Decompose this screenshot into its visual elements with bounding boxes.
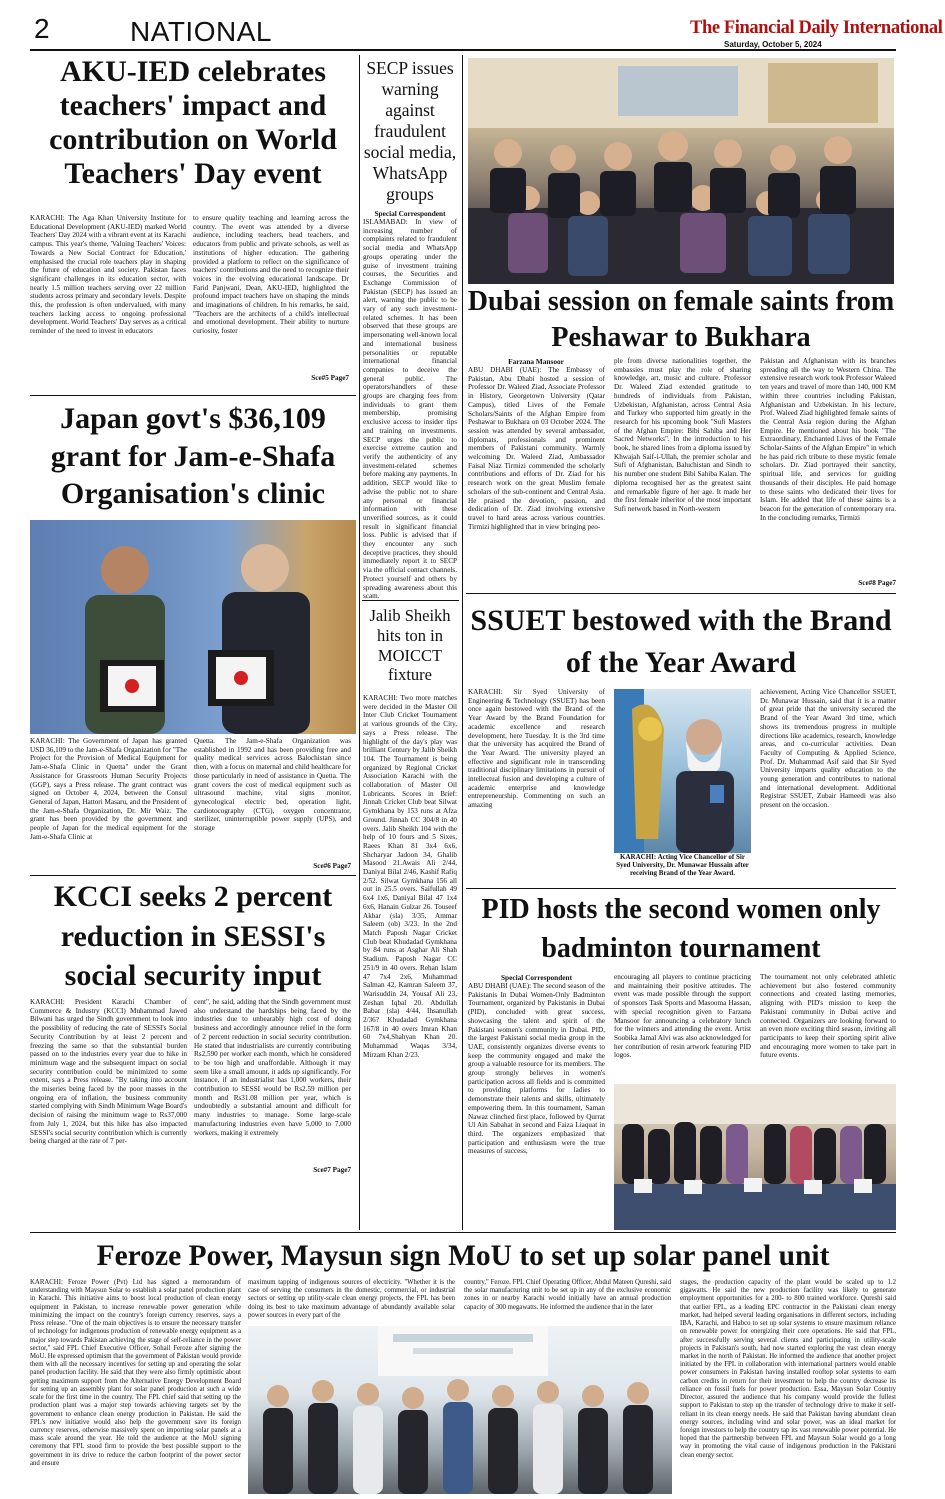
dubai-headline: Dubai session on female saints from Peshawar to Bukhara xyxy=(467,286,895,354)
aku-headline: AKU-IED celebrates teachers' impact and contribution on World Teachers' Day event xyxy=(49,55,337,190)
aku-body-col2: to ensure quality teaching and learning across the country. The event was attended by a diverse audience, including teachers, head teachers, and educators from public and private schools, as well as institutions of higher education. The gathering provided a platform to reflect on the significance of teachers' contributions and the need to recognize their voices in the evolving educational landscape. Dr Farid Panjwani, Dean, AKU-IED, highlighted the profound impact teachers have on shaping the minds and imaginations of children. In his remarks, he said, "Teachers are the architects of a child's intellectual and emotional development. Their ability to nurture curiosity, foster xyxy=(193,214,349,336)
dubai-session-photo xyxy=(468,58,894,284)
dubai-byline: Farzana Mansoor xyxy=(508,357,564,366)
masthead-rule xyxy=(30,49,896,51)
pid-tournament-photo xyxy=(614,1084,896,1230)
kcci-body-col1: KARACHI: President Karachi Chamber of Commerce & Industry (KCCI) Muhammad Jawed Bilwani has urged the Sindh government to look into the possibility of reducing the rate of SESSI's Social Security Contribution by at least 2 percent and freezing the same so that the substantial burden passed on to the industries every year due to hike in minimum wage and the subsequent impact on social security contribution could be minimized to some extent, says a Press release. "By taking into account the miseries being faced by the poor masses in the ongoing era of inflation, the business community started complying with Sindh Minimum Wage Board's decision of raising the minimum wage to Rs37,000 from July 1, 2024, but this hike has also impacted SESSI's social security contribution which is currently being charged at the rate of 7 per- xyxy=(30,998,187,1146)
japan-rule xyxy=(30,875,356,876)
feroze-body-col3: country," Feroze. FPL Chief Operating Officer, Abdul Mateen Qureshi, said the solar manufacturing unit to be set up in any of the exclusive economic zones in or nearby Karachi would initially have an annual production capacity of 300 megawatts. He informed the audience that in the later xyxy=(464,1279,671,1311)
ssuet-award-photo xyxy=(614,689,751,853)
feroze-body-col2: maximum tapping of indigenous sources of electricity. "Whether it is the case of serving the consumers in the domestic, commercial, or industrial sectors or setting up utility-scale clean energy projects, the FPL has been doing its best to take maximum advantage of abundantly available solar power sources in every part of the xyxy=(248,1279,455,1319)
ssuet-body-col3: achievement, Acting Vice Chancellor SSUET, Dr. Munawar Hussain, said that it is a matter of great pride that the university secured the Brand of the Year Award 3rd time, which shows its tremendous progress in multiple directions like academics, research, knowledge areas, and co-curricular activities. Dean Faculty of Computing & Applied Science, Prof. Dr. Muhammad Asif said that Sir Syed University imparts quality education to the young generation and contributes to national and international development. Additional Registrar SSUET, Zubair Hameedi was also present on the occasion. xyxy=(760,688,896,810)
japan-grant-photo xyxy=(30,520,356,734)
ceremony-illustration xyxy=(248,1326,672,1494)
kcci-headline: KCCI seeks 2 percent reduction in SESSI's social security input xyxy=(53,880,333,993)
kcci-continued: Sce#7 Page7 xyxy=(313,1166,351,1174)
japan-body-col1: KARACHI: The Government of Japan has granted USD 36,109 to the Jam-e-Shafa Organization for "The Project for the Provision of Medical Equipment for Jam-e-Shafa Clinic in Quetta" under the Grant Assistance for Grassroots Human Security Projects (GGP), says a Press release. The grant contract was signed on October 4, 2024, between the Consul General of Japan, Hattori Masaru, and the President of the Jam-e-Shafa Organization, Dr. Mir Waiz. The grant has been provided by the government and people of Japan for the medical equipment for the Jam-e-Shafa Clinic at xyxy=(30,737,187,841)
pid-byline: Special Correspondent xyxy=(500,973,572,982)
aku-body-col1: KARACHI: The Aga Khan University Institute for Educational Development (AKU-IED) marked World Teachers' Day 2024 with a vibrant event at its Karachi campus. This year's theme, 'Valuing Teachers' Voices: Towards a New Social Contract for Education,' emphasised the crucial role teachers play in shaping the future of education and society. Pakistan faces significant challenges in its education sector, with nearly 1.5 million teachers serving over 22 million students across primary and secondary levels. Despite this, the profession is often undervalued, with many teachers lacking access to ongoing professional development. World Teachers' Day serves as a critical reminder of the need to invest in educators xyxy=(30,214,186,336)
kcci-body-col2: cent", he said, adding that the Sindh government must also understand the hardships being faced by the industries due to unbearably high cost of doing business and accordingly announce relief in the form of 2 percent reduction in social security contribution. He stated that industrialists are currently contributing Rs2,590 per worker each month, which he considered to be too high and unaffordable. Although it may seem like a small amount, it adds up significantly. For instance, if an industrialist has 1,000 workers, their contribution to SESSI would be Rs2.59 million per month and Rs31.08 million per year, which is undoubtedly a substantial amount and difficult for many industries to manage. Some large-scale manufacturing industries even have 5,000 to 7,000 workers, making it extremely xyxy=(194,998,351,1137)
issue-date: Saturday, October 5, 2024 xyxy=(724,40,822,49)
japan-body-col2: Quetta. The Jam-e-Shafa Organization was established in 1992 and has been providing free and quality medical services across Balochistan since then, with a focus on maternal and child healthcare for those particularly in need of assistance in Quetta. The grant covers the cost of medical equipment such as ultrasound machine, vital signs monitor, gynecological electric bed, operation light, cardiotocography (CTG), oxygen concentrator, sterilizer, uninterruptible power supply (UPS), and storage xyxy=(194,737,351,833)
audience-illustration xyxy=(468,58,894,284)
secp-byline: Special Correspondent xyxy=(374,209,446,218)
ssuet-body-col1: KARACHI: Sir Syed University of Engineering & Technology (SSUET) has been once again bestowed with the Brand of the Year Award by the Brand Foundation for academic excellence and research development, here Tuesday. It is the 3rd time that the university has acquired the Brand of the Year Award. The university played an effective and significant role in transcending traditional disciplinary limitations in pursuit of intellectual fusion and developing a culture of academic enterprise and knowledge entrepreneurship. Commenting on such an amazing xyxy=(468,688,605,810)
japan-continued: Sce#6 Page7 xyxy=(313,862,351,870)
jalib-headline: Jalib Sheikh hits ton in MOICCT fixture xyxy=(369,606,451,685)
dubai-rule xyxy=(466,593,896,594)
ssuet-rule xyxy=(466,888,896,889)
jalib-body: KARACHI: Two more matches were decided in the Master Oil Inter Club Cricket Tournament at various grounds of the City, says a Press release. The highlight of the day's play was brilliant Century by Jalib Sheikh 104. The Tournament is being organized by Regional Cricket Association Karachi with the collaboration of Master Oil Lubricants. Scores in Brief: Jinnah Cricket Club beat Silwat Gymkhana by 153 runs at Afza Ground. Jinnah CC 304/8 in 40 overs. Jalib Sheikh 104 with the help of 10 fours and 5 Sixes, Raees Khan 81 3x4 6x6, Shcharyar Jadoon 34, Ghalib Masood 21.Awais Ali 2/44, Daniyal Bilal 2/46, Kashif Rafiq 2/52. Silwat Gymkhana 156 all out in 25.5 overs. Saifullah 49 6x4 1x6, Daniyal Bilal 47 1x4 6x6, Hanain Gulzar 26. Touseef Akbar (sla) 3/35, Ammar Saleem (ob) 3/23. In the 2nd Match Paposh Nagar Cricket Club beat Khudadad Gymkhana by 84 runs at Asghar Ali Shah Stadium. Paposh Nagar CC 251/9 in 40 overs. Rehan Islam 47 7x4 2x6, Muhammad Salman 42, Kamran Saleem 37, Warisuddin 24, Yousaf Ali 23, Zeshan Iqbal 20. Abdullah Babar (sla) 4/44, Ihsanullah 2/36? Khudadad Gymkhana 167/8 in 40 overs Imran Khan 60 7x4,Shahyan Khan 20. Muhammad Waqas 3/34, Mirzam Khan 2/23. xyxy=(363,694,457,1059)
aku-rule xyxy=(30,395,356,396)
group-illustration xyxy=(614,1084,896,1230)
aku-continued: Sce#5 Page7 xyxy=(311,374,349,382)
feroze-body-col4: stages, the production capacity of the plant would be scaled up to 1.2 gigawatts. He said the new production facility was likely to generate employment opportunities for a 200- to 800 trained workforce. Qureshi said that earlier FPL, as a leading EPC contractor in the Pakistani clean energy market, had helped several leading organisations in different sectors, including IBA, Karachi, and Habco to set up solar systems to ensure maximum reliance on renewable power for energizing their core operations. He said that FPL, after successfully serving several clients and participating in utility-scale projects in Pakistan's south, had now started exploring the vast clean energy market in the north of Pakistan. He informed the audience that another project initiated by the FPL in collaboration with international partners would enable power consumers in Pakistan having installed rooftop solar systems to earn carbon credits in return for their investment to help the country decrease its reliance on fossil fuels for power production. Essa, Maysun Solar Country Director, assured the audience that his company would provide the fullest support to Pakistan to step up the transfer of technology drive to make it self-reliant in its clean energy needs. He said that Pakistan having abundant clean energy sources, including wind and solar power, was an ideal market for foreign investors to help the country tap its vast renewable power potential. He hoped that the partnership between FPL and Maysun Solar would go a long way in promoting the vital cause of indigenous production in the Pakistani clean energy sector. xyxy=(680,1279,896,1459)
col-divider-mid xyxy=(462,55,463,1230)
feroze-mou-photo xyxy=(248,1326,672,1494)
secp-headline: SECP issues warning against fraudulent social media, WhatsApp groups xyxy=(363,58,457,204)
pid-body-col1: ABU DHABI (UAE): The second season of the Pakistanis In Dubai Women-Only Badminton Tournament, organized by Pakistanis in Dubai (PID), concluded with great success, showcasing the talent and spirit of the Pakistani women's community in Dubai. PID, the largest Pakistani social media group in the UAE, consistently organizes diverse events to keep the community engaged and make the group a valuable resource for its members. The group strongly believes in women's participation across all fields and is committed to providing platforms for ladies to demonstrate their talents and skills, ultimately empowering them. In this tournament, Saman Nawaz clinched first place, followed by Qurrat Ul Ain Sabahat in second and Faiza Liaquat in third. The organizers emphasized that participation and enthusiasm were the true measures of success, xyxy=(468,982,606,1156)
section-label: NATIONAL xyxy=(130,16,272,47)
dubai-body-col2: ple from diverse nationalities together, the embassies must play the role of sharing knowledge, art, music and culture. Professor Dr. Waleed Ziad extended gratitude to hundreds of individuals from Pakistan, Uzbekistan, Afghanistan, across Central Asia and Turkey who supported him greatly in the research for his upcoming book "Sufi Masters of the Afghan Empire: Bibi Sahiba and Her Sacred Networks". In the introduction to his book, he shared lines from a diploma issued by Khwajah Saif-i-Ullah, the premier scholar and Sufi of Afghanistan, Baluchistan and Sindh to his number one student Bibi Sahiba Kalan. The diploma recognised her as the greatest saint and remarkable figure of her age. It made her the first female inheritor of the most important Sufi network based in North-western xyxy=(614,357,751,513)
page-number: 2 xyxy=(34,13,50,44)
dubai-body-col3: Pakistan and Afghanistan with its branches spreading all the way to Western China. The extensive research work took Professor Waleed ten years and travel of more than 140, 000 KM within three countries including Pakistan, Afghanistan and Uzbekistan. In his lecture, Prof. Waleed Ziad highlighted female saints of the Central Asia region during the Afghan Empire. He mentioned about his book "The Extraordinary, Enchanted Lives of the Female Scholar-Saints of the Afghan Empire" in which he has paid rich tribute to these mystic female scholars. Dr. Ziad portrayed their sanctity, spiritual life, and services for guiding thousands of their disciples. He paid homage to these saints who dedicated their lives for Islam. He added that life of these saints is a beacon for the generation of contemporary era. In the concluding remarks, Tirmizi xyxy=(760,357,897,522)
japan-headline: Japan govt's $36,109 grant for Jam-e-Shafa Organisation's clinic xyxy=(50,402,336,510)
ssuet-photo-caption: KARACHI: Acting Vice Chancellor of Sir Syed University, Dr. Munawar Hussain after receiving Brand of the Year Award. xyxy=(616,853,749,878)
feroze-top-rule xyxy=(30,1232,896,1233)
dubai-continued: Sce#8 Page7 xyxy=(858,579,896,587)
signing-illustration xyxy=(30,520,356,734)
dubai-body-col1: ABU DHABI (UAE): The Embassy of Pakistan, Abu Dhabi hosted a session of Professor Dr. Waleed Ziad, Associate Professor in History, Georgetown University (Qatar Campus), titled Lives of the Female Scholars/Saints of the Afghan Empire from Peshawar to Bukhara on 03 October 2024. The session was attended by several ambassador, diplomats, professionals and prominent members of Pakistani community. Warmly welcoming Dr. Waleed Ziad, Ambassador Faisal Niaz Tirmizi commended the scholarly contributions and efforts of Dr. Ziad for his research work on the great Muslim female scholars of the sub-continent and Central Asia. He praised the devotion, passion, and dedication of Dr. Ziad involving extensive travel to hard areas across various countries. Tirmizi highlighted that in view bringing peo- xyxy=(468,366,605,531)
secp-rule xyxy=(362,600,459,601)
paper-name: The Financial Daily International xyxy=(690,18,943,38)
feroze-body-col1: KARACHI: Feroze Power (Pvt) Ltd has signed a memorandum of understanding with Maysun Solar to establish a solar panel production plant in Karachi. This initiative aims to boost local production of clean energy equipment in Pakistan, to increase renewable power generation while minimizing the impact on the country's foreign currency reserves, says a Press release. "One of the main objectives is to ensure the necessary transfer of technology for indigenous production of renewable energy equipment as a major step towards Pakistan achieving the stage of self-reliance in the power sector," said FPL Chief Executive Officer, Sohail Feroze after signing the MoU. He expressed optimism that the government of Pakistan would provide them with all the necessary incentives for setting up and operating the solar panel production facility. He said that they were also firmly optimistic about getting maximum support from the Alternative Energy Development Board for setting up an assembly plant for solar panel production at such a wide scale for the first time in the country. The FPL chief said that setting up the production plant was a major step towards achieving targets set by the government to enhance clean energy production in Pakistan. He said the FPL's new initiative would also help the government save its foreign currency reserves, otherwise massively spent on importing solar panels at a mass scale around the year. He told the audience at the MoU signing ceremony that FPL stood firm to provide the best possible support to the government in its drive to reduce the carbon footprint of the power sector and ensure xyxy=(30,1279,241,1467)
feroze-headline: Feroze Power, Maysun sign MoU to set up solar panel unit xyxy=(96,1240,830,1272)
pid-headline: PID hosts the second women only badminton tournament xyxy=(481,894,881,964)
ssuet-headline: SSUET bestowed with the Brand of the Year Award xyxy=(470,604,892,679)
col-divider-left xyxy=(359,55,360,1230)
secp-body: ISLAMABAD: In view of increasing number of complaints related to fraudulent social media and WhatsApp groups operating under the guise of investment training courses, the Securities and Exchange Commission of Pakistan (SECP) has issued an alert, warning the public to be vary of any such investment-related schemes. It has been observed that these groups are impersonating well-known local and international business personalities or reputable international financial companies to deceive the general public. The operators/handlers of these groups are charging fees from individuals to grant them membership, promising exclusive access to insider tips and training on investments. SECP urges the public to exercise extreme caution and verify the authenticity of any investment-related schemes before making any payments. In addition, SECP would like to advise the public not to share any personal or financial information with these unverified sources, as it could result in significant financial loss. Public is advised that if they encounter any such deceptive practices, they should immediately report it to SECP via the official contact channels. Protect yourself and others by spreading awareness about this scam. xyxy=(363,218,457,601)
pid-body-col3: The tournament not only celebrated athletic achievement but also fostered community connections and created lasting memories, aligning with PID's mission to keep the Pakistani community in Dubai active and connected. Organizers are looking forward to an even more exciting third season, inviting all participants to keep their sporting spirit alive and encouraging more women to take part in future events. xyxy=(760,973,896,1060)
award-illustration xyxy=(614,689,751,853)
pid-body-col2: encouraging all players to continue practicing and maintaining their positive attitudes. The event was made possible through the support of sponsors Task Sports and Masooma Hassan, with special recognition given to Farzana Mansoor for announcing a celebratory lunch for the winners and attending the event. Artist Soobika Jamal Alvi was also acknowledged for her contribution of resin artwork featuring PID logos. xyxy=(614,973,751,1060)
